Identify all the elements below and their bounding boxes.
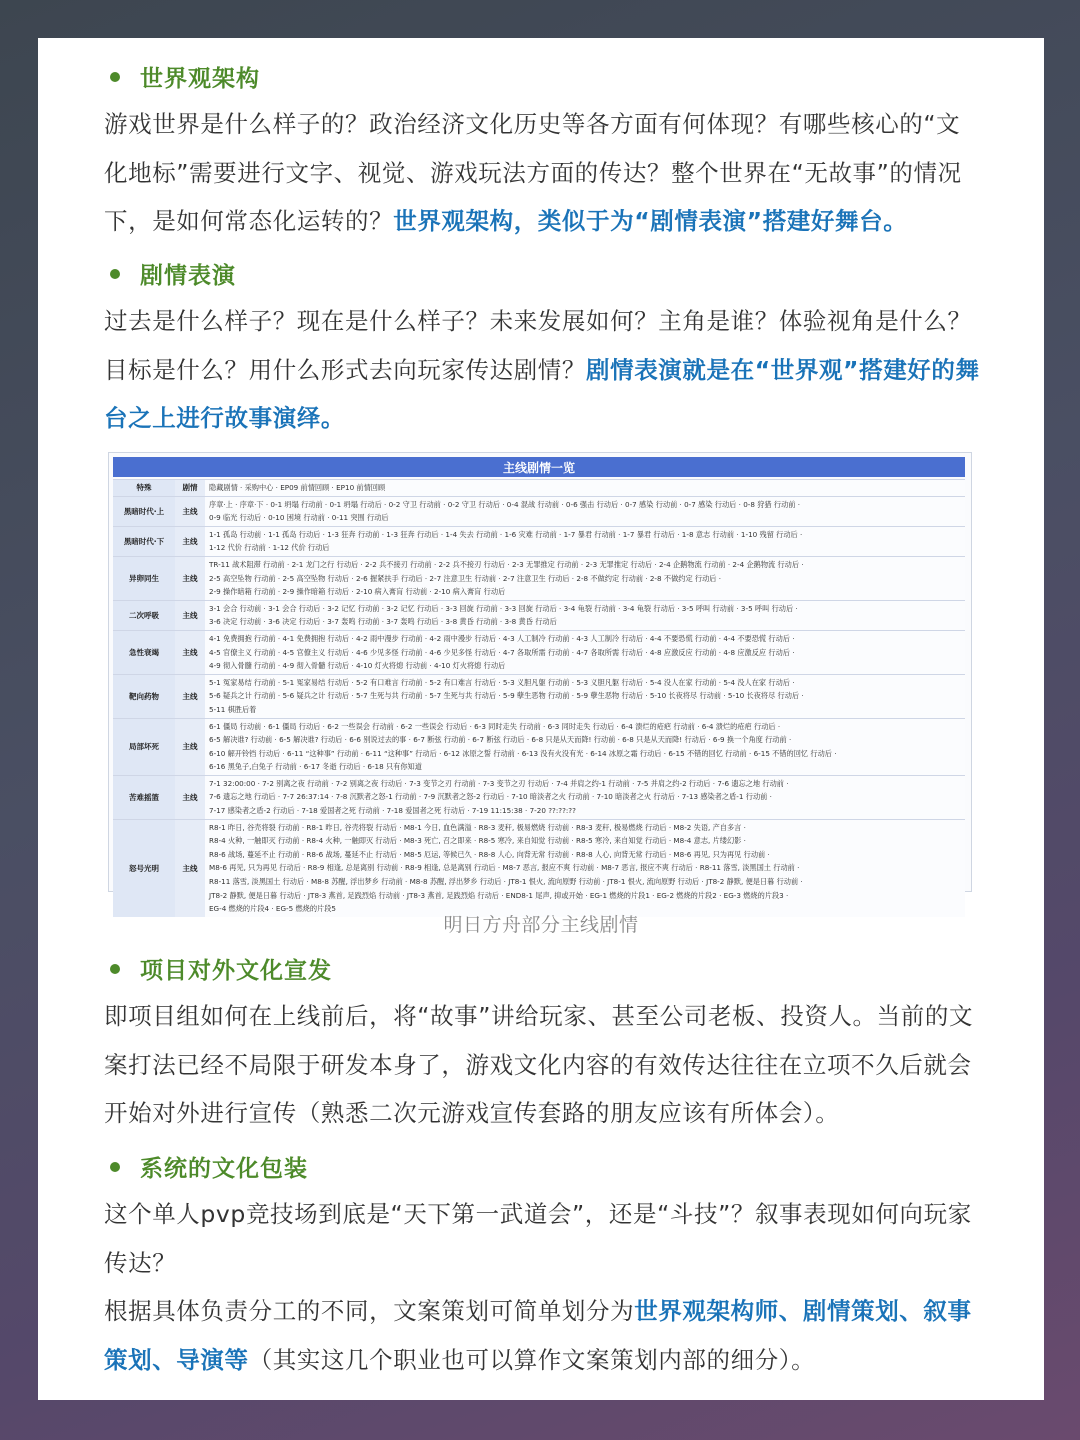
table-row bbox=[113, 819, 965, 917]
content-line: R8-6 战场, 蔓延不止 行动前 · R8-6 战场, 蔓延不止 行动后 · M8-5 厄运, 等候已久 · R8-8 人心, 向背无常 行动前 · R8-8 人心, 向背无常 行动后 · M8-6 再见, 只为再见 行动前 · bbox=[209, 849, 770, 859]
content-line: 3-6 决定 行动前 · 3-6 决定 行动后 · 3-7 轰鸣 行动前 · 3-7 轰鸣 行动后 · 3-8 黄昏 行动前 · 3-8 黄昏 行动后 bbox=[209, 617, 557, 627]
highlight-text: 世界观架构，类似于为“剧情表演”搭建好舞台。 bbox=[393, 207, 908, 235]
paragraph-promotion bbox=[104, 992, 984, 1138]
content-line: 4-5 官僚主义 行动前 · 4-5 官僚主义 行动后 · 4-6 少见多怪 行动前 · 4-6 少见多怪 行动后 · 4-7 各取所需 行动前 · 4-7 各取所需 行动后 · 4-8 应激反应 行动前 · 4-8 应激反应 行动后 · bbox=[209, 647, 795, 657]
content-line: R8-1 昨日, 谷壳将裂 行动前 · R8-1 昨日, 谷壳将裂 行动后 · M8-1 今日, 血色满溢 · R8-3 麦秆, 极易燃烧 行动前 · R8-3 麦秆, 极易燃烧 行动后 · M8-2 失语, 产自多言 · bbox=[209, 822, 746, 832]
content-line: 2-9 操作暗箱 行动前 · 2-9 操作暗箱 行动后 · 2-10 病入膏肓 行动前 · 2-10 病入膏肓 行动后 bbox=[209, 587, 506, 597]
chapter-content-cell bbox=[205, 497, 965, 526]
content-line: 2-5 高空坠物 行动前 · 2-5 高空坠物 行动后 · 2-6 握紧扶手 行动后 · 2-7 注意卫生 行动前 · 2-7 注意卫生 行动后 · 2-8 不做约定 行动前 · 2-8 不做约定 行动后 · bbox=[209, 573, 722, 583]
section-heading-worldview bbox=[110, 60, 260, 93]
content-line: 1-1 孤岛 行动前 · 1-1 孤岛 行动后 · 1-3 狂奔 行动前 · 1-3 狂奔 行动后 · 1-4 失去 行动前 · 1-6 灾难 行动前 · 1-7 暴君 行动前 · 1-7 暴君 行动后 · 1-8 意志 行动前 · 1-10 残留 行动后 · bbox=[209, 529, 803, 539]
chapter-name-cell: 靶向药物 bbox=[113, 675, 175, 718]
table-body bbox=[113, 479, 965, 917]
content-line: EG-4 燃烧的片段4 · EG-5 燃烧的片段5 bbox=[209, 904, 337, 914]
chapter-content-cell bbox=[205, 557, 965, 600]
bullet-icon bbox=[110, 964, 120, 974]
paragraph-text: 这个单人pvp竞技场到底是“天下第一武道会”，还是“斗技”？叙事表现如何向玩家传达？ bbox=[104, 1200, 972, 1277]
table-row bbox=[113, 556, 965, 600]
table-row bbox=[113, 600, 965, 630]
bullet-icon bbox=[110, 72, 120, 82]
section-heading-system-packaging bbox=[110, 1150, 308, 1183]
figure-caption: 明日方舟部分主线剧情 bbox=[443, 914, 639, 936]
content-line: 0-9 临光 行动后 · 0-10 困境 行动前 · 0-11 突围 行动后 bbox=[209, 513, 389, 523]
chapter-content-cell bbox=[205, 601, 965, 630]
content-line: 5-11 棋胜后着 bbox=[209, 704, 257, 714]
paragraph-text: 游戏世界是什么样子的？政治经济文化历史等各方面有何体现？有哪些核心的“文化地标”需要进行文字、视觉、游戏玩法方面的传达？整个世界在“无故事”的情况下，是如何常态化运转的？ bbox=[104, 110, 962, 235]
highlight-text: 世界观架构师、剧情策划、叙事策划、导演等 bbox=[104, 1297, 972, 1374]
chapter-content-cell bbox=[205, 776, 965, 819]
content-line: 6-5 解决谁? 行动前 · 6-5 解决谁? 行动后 · 6-6 别说过去的事 · 6-7 断弦 行动前 · 6-7 断弦 行动后 · 6-8 只是从天而降! 行动前 · 6-8 只是从天而降! 行动后 · 6-9 换一个角度 行动前 · bbox=[209, 735, 792, 745]
table-row bbox=[113, 479, 965, 496]
chapter-name-cell: 特殊 bbox=[113, 480, 175, 496]
content-line: 6-10 解开铃铛 行动后 · 6-11 “这种事” 行动前 · 6-11 “这种事” 行动后 · 6-12 冰原之誓 行动前 · 6-13 没有火没有光 · 6-14 冰原之霜 行动后 · 6-15 不错的回忆 行动前 · 6-15 不错的回忆 行动后 · bbox=[209, 748, 837, 758]
chapter-name-cell: 异卵同生 bbox=[113, 557, 175, 600]
content-line: 5-6 疑兵之计 行动前 · 5-6 疑兵之计 行动后 · 5-7 生死与共 行动前 · 5-7 生死与共 行动后 · 5-9 孽生恶物 行动前 · 5-9 孽生恶物 行动后 · 5-10 长夜将尽 行动前 · 5-10 长夜将尽 行动后 · bbox=[209, 691, 804, 701]
content-line: 6-1 僵局 行动前 · 6-1 僵局 行动后 · 6-2 一些误会 行动前 · 6-2 一些误会 行动后 · 6-3 同时走失 行动前 · 6-3 同时走失 行动后 · 6-4 溃烂的疮疤 行动前 · 6-4 溃烂的疮疤 行动后 · bbox=[209, 721, 781, 731]
section-heading-promotion bbox=[110, 952, 332, 985]
content-line: JT8-2 静默, 便是日暮 行动后 · JT8-3 燕首, 足践烈焰 行动前 · JT8-3 燕首, 足践烈焰 行动后 · END8-1 尾声, 抑或开始 · EG-1 燃烧的片段1 · EG-2 燃烧的片段2 · EG-3 燃烧的片段3 · bbox=[209, 890, 789, 900]
table-row bbox=[113, 496, 965, 526]
paragraph-system-packaging bbox=[104, 1190, 984, 1287]
chapter-type-cell: 主线 bbox=[175, 776, 205, 819]
heading-text: 系统的文化包装 bbox=[140, 1156, 308, 1182]
paragraph-text: 过去是什么样子？现在是什么样子？未来发展如何？主角是谁？体验视角是什么？目标是什么？用什么形式去向玩家传达剧情？ bbox=[104, 307, 972, 384]
table-row bbox=[113, 526, 965, 556]
content-line: 7-17 感染者之盾-2 行动后 · 7-18 爱国者之死 行动前 · 7-18 爱国者之死 行动后 · 7-19 11:15:38 · 7-20 ??:??:?? bbox=[209, 806, 576, 816]
content-line: 6-16 黑兔子,白兔子 行动前 · 6-17 冬逝 行动后 · 6-18 只有你知道 bbox=[209, 762, 422, 772]
heading-text: 世界观架构 bbox=[140, 66, 260, 92]
content-line: 隐藏剧情 · 采购中心 · EP09 前情回顾 · EP10 前情回顾 bbox=[209, 483, 386, 492]
paragraph-story-performance bbox=[104, 297, 984, 443]
bullet-icon bbox=[110, 269, 120, 279]
chapter-content-cell bbox=[205, 527, 965, 556]
paragraph-text: （其实这几个职业也可以算作文案策划内部的细分）。 bbox=[248, 1345, 816, 1374]
chapter-type-cell: 剧情 bbox=[175, 480, 205, 496]
content-line: 3-1 会合 行动前 · 3-1 会合 行动后 · 3-2 记忆 行动前 · 3-2 记忆 行动后 · 3-3 回旋 行动前 · 3-3 回旋 行动后 · 3-4 龟裂 行动前 · 3-4 龟裂 行动后 · 3-5 呼叫 行动前 · 3-5 呼叫 行动后 · bbox=[209, 603, 798, 613]
chapter-type-cell: 主线 bbox=[175, 675, 205, 718]
paragraph-worldview bbox=[104, 100, 984, 246]
chapter-type-cell: 主线 bbox=[175, 497, 205, 526]
table-row bbox=[113, 775, 965, 819]
content-line: 序章·上 · 序章·下 · 0-1 坍塌 行动前 · 0-1 坍塌 行动后 · 0-2 守卫 行动前 · 0-2 守卫 行动后 · 0-4 混战 行动前 · 0-6 强击 行动后 · 0-7 感染 行动前 · 0-7 感染 行动后 · 0-8 狩猎 行动前 · bbox=[209, 499, 801, 509]
chapter-name-cell: 苦难摇篮 bbox=[113, 776, 175, 819]
content-line: 7-1 32:00:00 · 7-2 别离之夜 行动前 · 7-2 别离之夜 行动后 · 7-3 变节之刃 行动前 · 7-3 变节之刃 行动后 · 7-4 并肩之约-1 行动前 · 7-5 并肩之约-2 行动后 · 7-6 遗忘之地 行动前 · bbox=[209, 778, 789, 788]
story-table-image bbox=[108, 452, 972, 914]
chapter-content-cell bbox=[205, 480, 965, 496]
chapter-type-cell: 主线 bbox=[175, 820, 205, 917]
article-card bbox=[38, 38, 1044, 1400]
chapter-content-cell bbox=[205, 719, 965, 775]
content-line: R8-11 落雪, 淡黑国土 行动后 · M8-8 苏醒, 浮出梦乡 行动前 · M8-8 苏醒, 浮出梦乡 行动后 · JT8-1 恨火, 流向原野 行动前 · JT8-1 恨火, 流向原野 行动后 · JT8-2 静默, 便是日暮 行动前 · bbox=[209, 877, 803, 887]
content-line: 4-1 免费拥抱 行动前 · 4-1 免费拥抱 行动后 · 4-2 雨中漫步 行动前 · 4-2 雨中漫步 行动后 · 4-3 人工制冷 行动前 · 4-3 人工制冷 行动后 · 4-4 不要恐慌 行动前 · 4-4 不要恐慌 行动后 · bbox=[209, 633, 795, 643]
content-line: TR-11 战术阻滞 行动前 · 2-1 龙门之行 行动后 · 2-2 兵不接刃 行动前 · 2-2 兵不接刃 行动后 · 2-3 无罪推定 行动前 · 2-3 无罪推定 行动后 · 2-4 企鹅物流 行动前 · 2-4 企鹅物流 行动后 · bbox=[209, 559, 804, 569]
chapter-type-cell: 主线 bbox=[175, 527, 205, 556]
chapter-type-cell: 主线 bbox=[175, 631, 205, 674]
chapter-name-cell: 急性衰竭 bbox=[113, 631, 175, 674]
chapter-name-cell: 局部坏死 bbox=[113, 719, 175, 775]
heading-text: 剧情表演 bbox=[140, 263, 236, 289]
content-line: 1-12 代价 行动前 · 1-12 代价 行动后 bbox=[209, 543, 330, 553]
chapter-type-cell: 主线 bbox=[175, 557, 205, 600]
chapter-content-cell bbox=[205, 675, 965, 718]
chapter-name-cell: 二次呼吸 bbox=[113, 601, 175, 630]
content-line: 4-9 彻入骨髓 行动前 · 4-9 彻入骨髓 行动后 · 4-10 灯火将熄 行动前 · 4-10 灯火将熄 行动后 bbox=[209, 661, 506, 671]
table-title: 主线剧情一览 bbox=[113, 457, 965, 477]
chapter-content-cell bbox=[205, 820, 965, 917]
chapter-name-cell: 黑暗时代·下 bbox=[113, 527, 175, 556]
content-line: 7-6 遗忘之地 行动后 · 7-7 26:37:14 · 7-8 沉默者之怒-1 行动前 · 7-9 沉默者之怒-2 行动后 · 7-10 暗淡者之火 行动前 · 7-10 暗淡者之火 行动后 · 7-13 感染者之盾-1 行动前 · bbox=[209, 792, 772, 802]
chapter-name-cell: 怒号光明 bbox=[113, 820, 175, 917]
section-heading-story-performance bbox=[110, 257, 236, 290]
bullet-icon bbox=[110, 1162, 120, 1172]
paragraph-roles bbox=[104, 1287, 984, 1384]
table-row bbox=[113, 630, 965, 674]
heading-text: 项目对外文化宣发 bbox=[140, 958, 332, 984]
chapter-type-cell: 主线 bbox=[175, 719, 205, 775]
chapter-name-cell: 黑暗时代·上 bbox=[113, 497, 175, 526]
chapter-content-cell bbox=[205, 631, 965, 674]
paragraph-text: 根据具体负责分工的不同，文案策划可简单划分为 bbox=[104, 1297, 635, 1325]
content-line: 5-1 冤家易结 行动前 · 5-1 冤家易结 行动后 · 5-2 有口难言 行动前 · 5-2 有口难言 行动后 · 5-3 义胆凡躯 行动前 · 5-3 义胆凡躯 行动后 · 5-4 没人在家 行动前 · 5-4 没人在家 行动后 · bbox=[209, 677, 795, 687]
table-row bbox=[113, 674, 965, 718]
table-row bbox=[113, 718, 965, 775]
chapter-type-cell: 主线 bbox=[175, 601, 205, 630]
content-line: R8-4 火种, 一触即灭 行动前 · R8-4 火种, 一触即灭 行动后 · M8-3 死亡, 召之即来 · R8-5 寒冷, 来自知觉 行动前 · R8-5 寒冷, 来自知觉 行动后 · M8-4 意志, 片缕幻影 · bbox=[209, 836, 746, 846]
highlight-text: 剧情表演就是在“世界观”搭建好的舞台之上进行故事演绎。 bbox=[104, 355, 980, 432]
paragraph-text: 即项目组如何在上线前后，将“故事”讲给玩家、甚至公司老板、投资人。当前的文案打法已经不局限于研发本身了，游戏文化内容的有效传达往往在立项不久后就会开始对外进行宣传（熟悉二次元游戏宣传套路的朋友应该有所体会）。 bbox=[104, 1002, 974, 1127]
content-line: M8-6 再见, 只为再见 行动后 · R8-9 相逢, 总是离别 行动前 · R8-9 相逢, 总是离别 行动后 · M8-7 恶言, 报应不爽 行动前 · M8-7 恶言, 报应不爽 行动后 · R8-11 落雪, 淡黑国土 行动前 · bbox=[209, 863, 800, 873]
